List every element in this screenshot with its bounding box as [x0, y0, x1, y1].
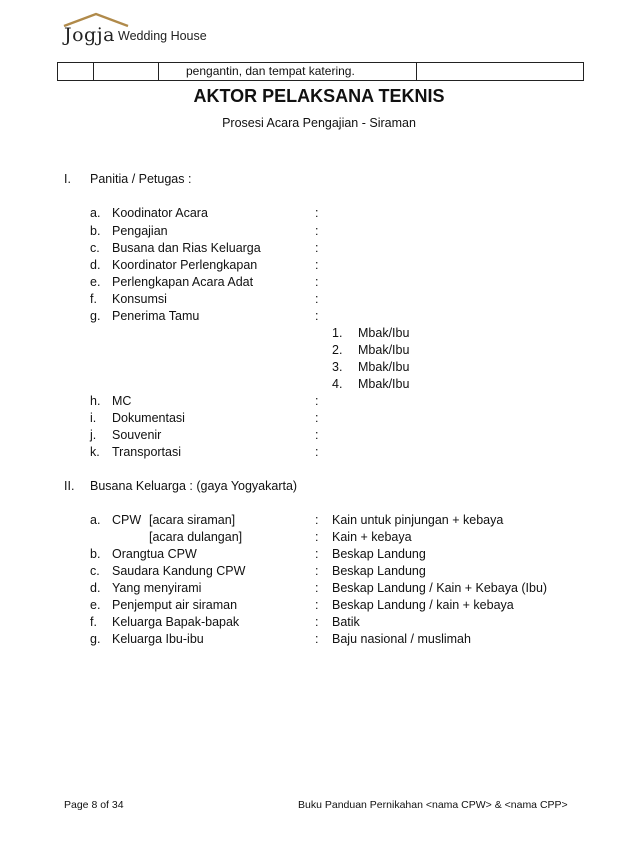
item-letter: e.	[90, 598, 101, 612]
item-letter: b.	[90, 547, 101, 561]
item-colon: :	[315, 598, 319, 612]
item-label: Dokumentasi	[112, 411, 185, 425]
item-label: Penjemput air siraman	[112, 598, 238, 612]
item-letter: j.	[90, 428, 97, 442]
guest-text: Mbak/Ibu	[358, 360, 410, 374]
footer-book-title: Buku Panduan Pernikahan <nama CPW> & <nama CPP>	[298, 799, 568, 811]
logo-brand-main: Jogja	[64, 24, 115, 46]
item-letter: g.	[90, 309, 101, 323]
item-letter: f.	[90, 615, 97, 629]
guest-number: 4.	[332, 377, 343, 391]
section-numeral: I.	[64, 172, 71, 186]
table-row	[57, 62, 584, 81]
item-colon: :	[315, 206, 319, 220]
item-colon: :	[315, 309, 319, 323]
item-letter: h.	[90, 394, 101, 408]
guest-text: Mbak/Ibu	[358, 343, 410, 357]
item-label: Konsumsi	[112, 292, 167, 306]
item-value: Batik	[332, 615, 360, 629]
item-sublabel: [acara siraman]	[149, 513, 236, 527]
item-label: Perlengkapan Acara Adat	[112, 275, 254, 289]
item-label: CPW	[112, 513, 142, 527]
item-letter: a.	[90, 206, 101, 220]
item-letter: k.	[90, 445, 100, 459]
table-cell-divider	[158, 63, 159, 80]
item-label: Transportasi	[112, 445, 182, 459]
guest-text: Mbak/Ibu	[358, 326, 410, 340]
section-title: Busana Keluarga : (gaya Yogyakarta)	[90, 479, 298, 493]
item-colon: :	[315, 632, 319, 646]
guest-number: 1.	[332, 326, 343, 340]
item-letter: e.	[90, 275, 101, 289]
item-colon: :	[315, 428, 319, 442]
footer-page-number: Page 8 of 34	[64, 799, 124, 811]
document-subtitle: Prosesi Acara Pengajian - Siraman	[222, 116, 416, 130]
item-letter: d.	[90, 581, 101, 595]
table-cell-divider	[416, 63, 417, 80]
item-letter: i.	[90, 411, 97, 425]
item-colon: :	[315, 445, 319, 459]
item-colon: :	[315, 615, 319, 629]
logo-brand-sub: Wedding House	[118, 29, 207, 43]
item-letter: c.	[90, 241, 100, 255]
item-label: Koordinator Perlengkapan	[112, 258, 258, 272]
item-letter: f.	[90, 292, 97, 306]
item-colon: :	[315, 530, 319, 544]
guest-text: Mbak/Ibu	[358, 377, 410, 391]
section-title: Panitia / Petugas :	[90, 172, 192, 186]
item-label: Yang menyirami	[112, 581, 202, 595]
item-label: MC	[112, 394, 132, 408]
item-label: Souvenir	[112, 428, 162, 442]
item-label: Keluarga Bapak-bapak	[112, 615, 240, 629]
item-value: Beskap Landung / kain + kebaya	[332, 598, 514, 612]
item-letter: a.	[90, 513, 101, 527]
item-label: Orangtua CPW	[112, 547, 197, 561]
item-letter: b.	[90, 224, 101, 238]
item-sublabel: [acara dulangan]	[149, 530, 243, 544]
item-colon: :	[315, 581, 319, 595]
item-colon: :	[315, 275, 319, 289]
guest-number: 2.	[332, 343, 343, 357]
item-value: Kain + kebaya	[332, 530, 412, 544]
table-cell-divider	[93, 63, 94, 80]
item-label: Keluarga Ibu-ibu	[112, 632, 204, 646]
item-label: Saudara Kandung CPW	[112, 564, 246, 578]
table-cell-text: pengantin, dan tempat katering.	[186, 64, 355, 78]
item-label: Busana dan Rias Keluarga	[112, 241, 261, 255]
item-letter: g.	[90, 632, 101, 646]
section-numeral: II.	[64, 479, 75, 493]
item-letter: c.	[90, 564, 100, 578]
item-value: Beskap Landung	[332, 564, 426, 578]
item-value: Baju nasional / muslimah	[332, 632, 471, 646]
item-colon: :	[315, 564, 319, 578]
item-colon: :	[315, 394, 319, 408]
item-colon: :	[315, 292, 319, 306]
item-label: Penerima Tamu	[112, 309, 200, 323]
item-letter: d.	[90, 258, 101, 272]
document-title: AKTOR PELAKSANA TEKNIS	[193, 86, 445, 106]
item-value: Kain untuk pinjungan + kebaya	[332, 513, 504, 527]
item-colon: :	[315, 411, 319, 425]
item-label: Koodinator Acara	[112, 206, 208, 220]
item-value: Beskap Landung	[332, 547, 426, 561]
item-colon: :	[315, 547, 319, 561]
item-colon: :	[315, 258, 319, 272]
logo	[62, 12, 232, 48]
item-colon: :	[315, 513, 319, 527]
item-value: Beskap Landung / Kain + Kebaya (Ibu)	[332, 581, 548, 595]
item-colon: :	[315, 241, 319, 255]
item-colon: :	[315, 224, 319, 238]
item-label: Pengajian	[112, 224, 168, 238]
guest-number: 3.	[332, 360, 343, 374]
